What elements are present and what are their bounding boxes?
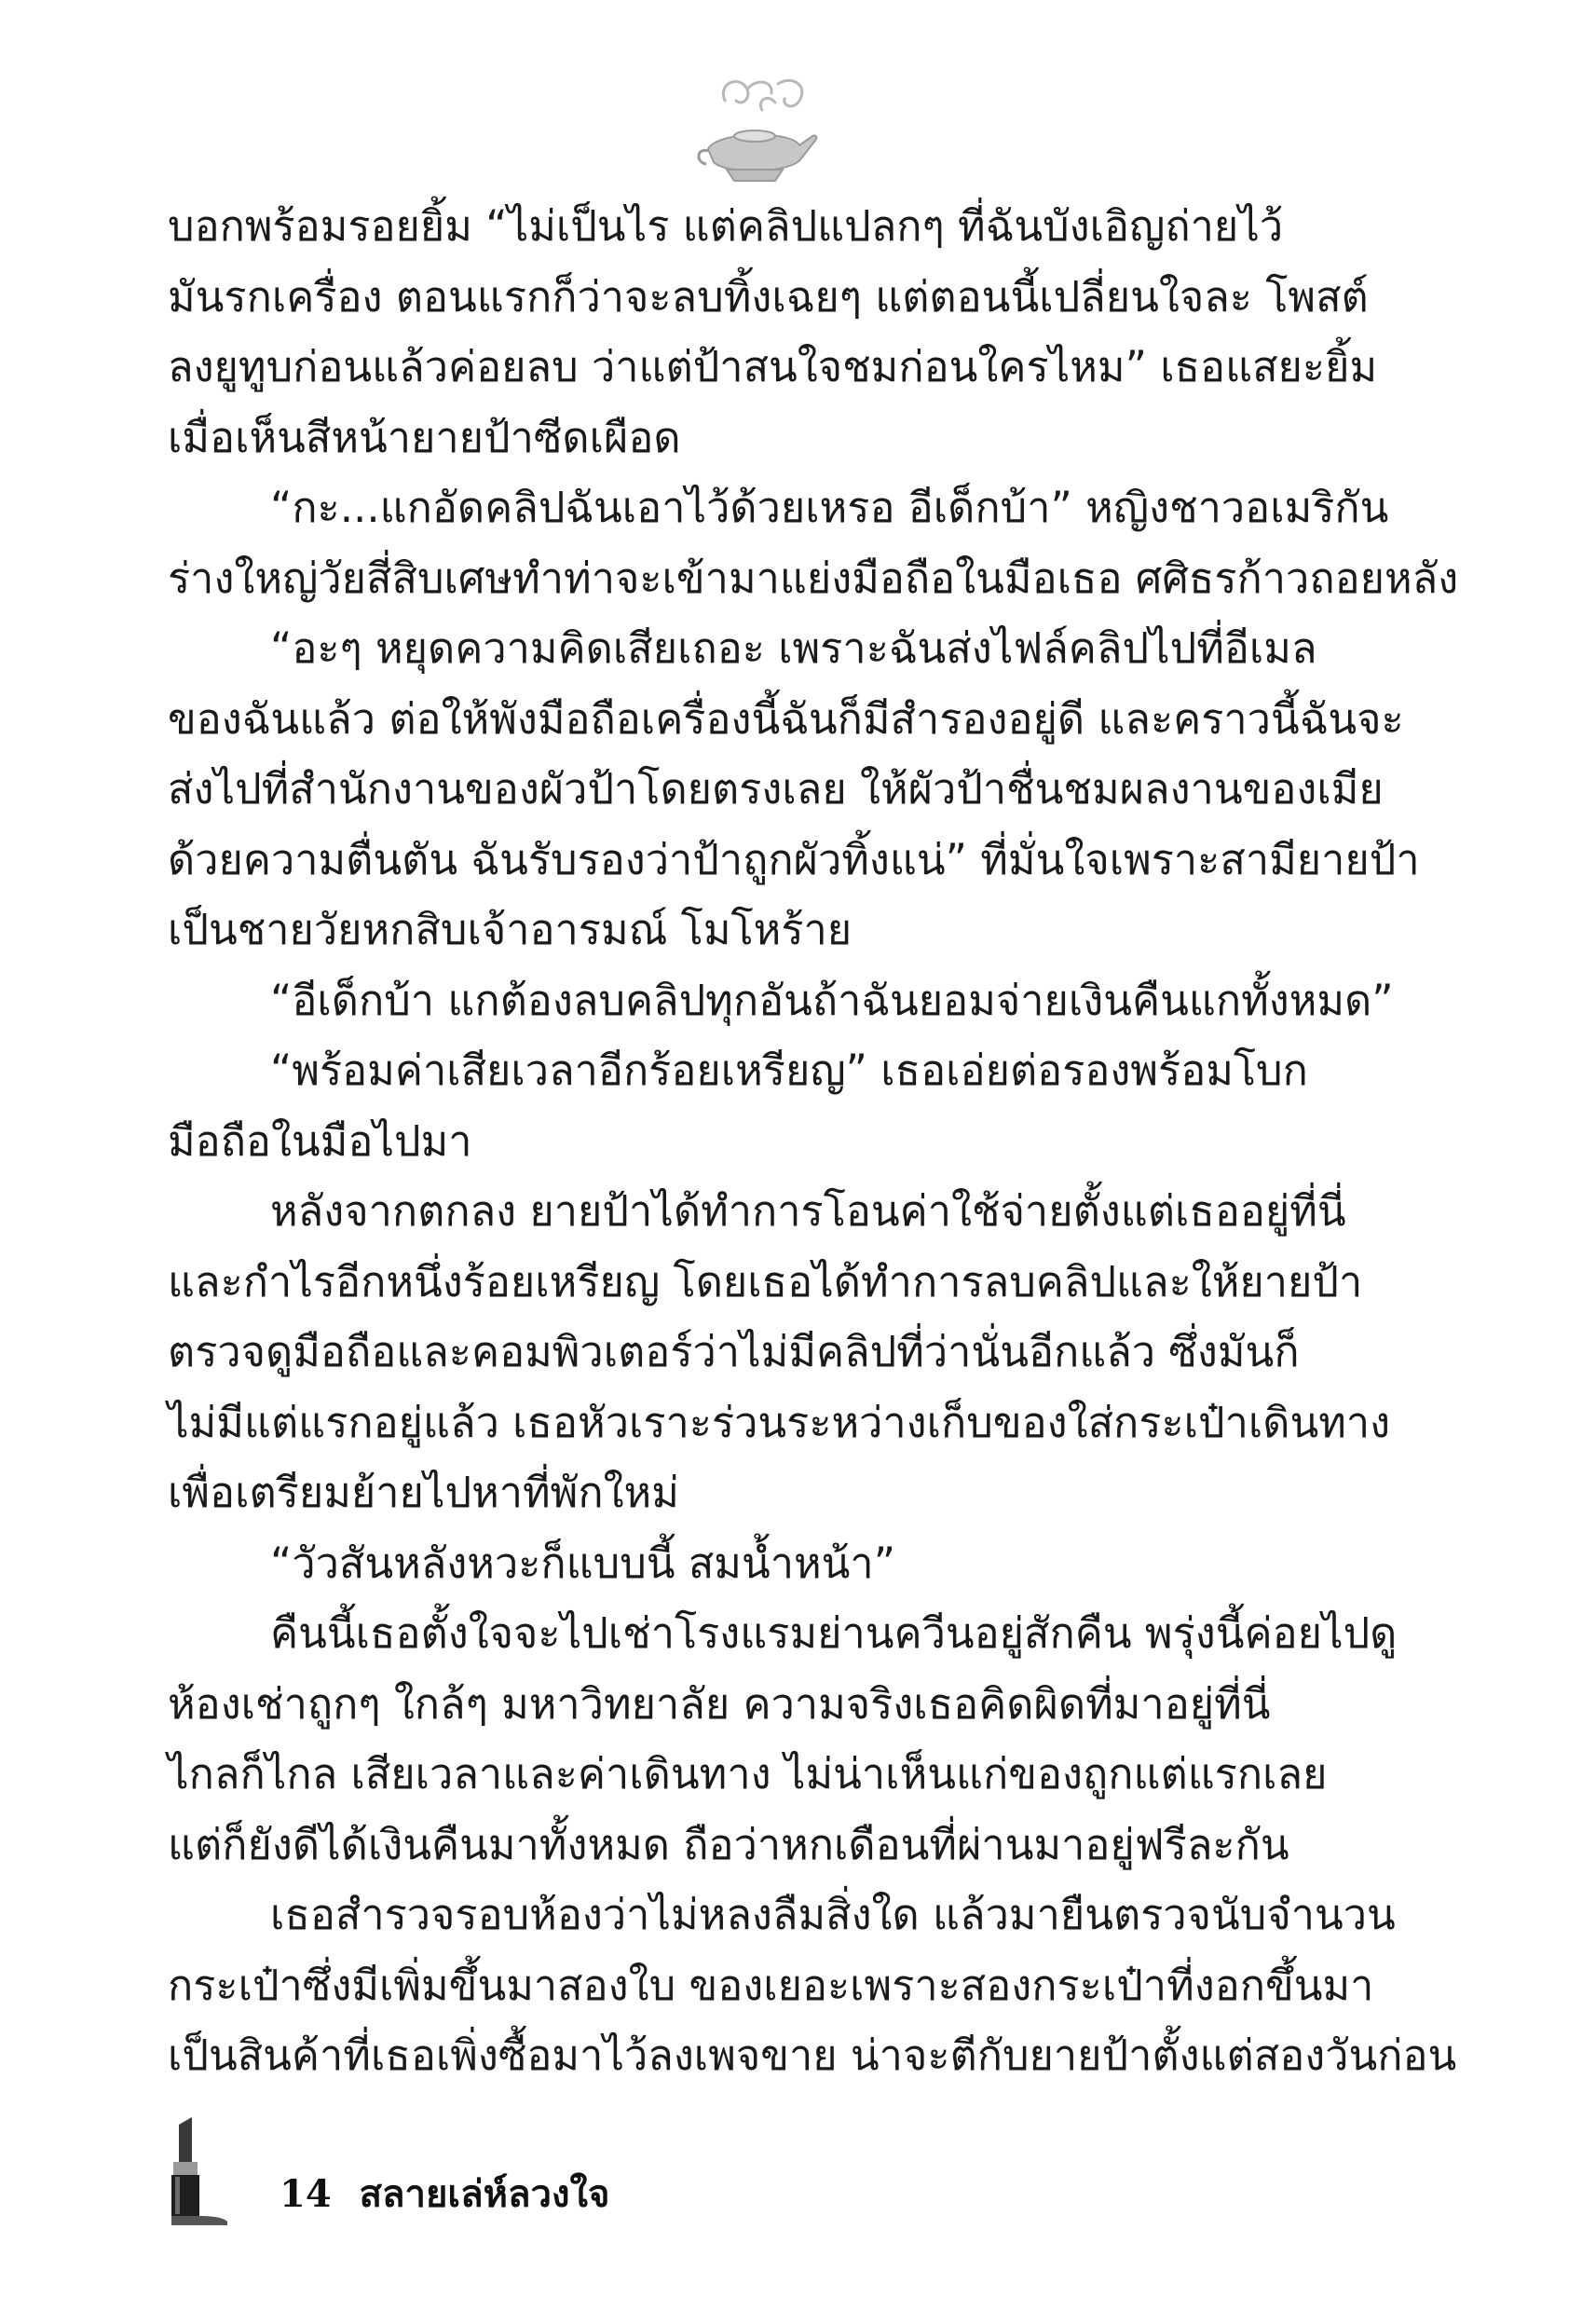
body-text <box>168 191 1459 2091</box>
text-line: เป็นสินค้าที่เธอเพิ่งซื้อมาไว้ลงเพจขาย น่าจะตีกับยายป้าตั้งแต่สองวันก่อน <box>168 2031 1457 2080</box>
text-line: เมื่อเห็นสีหน้ายายป้าซีดเผือด <box>168 412 681 462</box>
page-number: 14 <box>280 2172 332 2216</box>
text-line: คืนนี้เธอตั้งใจจะไปเช่าโรงแรมย่านควีนอยู่สักคืน พรุ่งนี้ค่อยไปดู <box>270 1608 1398 1658</box>
lipstick-icon <box>158 2115 233 2227</box>
text-line: บอกพร้อมรอยยิ้ม “ไม่เป็นไร แต่คลิปแปลกๆ ที่ฉันบังเอิญถ่ายไว้ <box>168 201 1284 251</box>
page-footer <box>158 2115 717 2227</box>
footer-text <box>280 2164 624 2223</box>
text-line: และกำไรอีกหนึ่งร้อยเหรียญ โดยเธอได้ทำการลบคลิปและให้ยายป้า <box>168 1256 1363 1306</box>
text-line: เป็นชายวัยหกสิบเจ้าอารมณ์ โมโหร้าย <box>168 905 853 954</box>
text-line: ร่างใหญ่วัยสี่สิบเศษทำท่าจะเข้ามาแย่งมือถือในมือเธอ ศศิธรก้าวถอยหลัง <box>168 553 1459 603</box>
text-line: “กะ...แกอัดคลิปฉันเอาไว้ด้วยเหรอ อีเด็กบ้า” หญิงชาวอเมริกัน <box>270 483 1389 532</box>
text-line: “อะๆ หยุดความคิดเสียเถอะ เพราะฉันส่งไฟล์คลิปไปที่อีเมล <box>270 623 1317 673</box>
lamp-ornament-icon <box>689 73 820 194</box>
text-line: ลงยูทูบก่อนแล้วค่อยลบ ว่าแต่ป้าสนใจชมก่อนใครไหม” เธอแสยะยิ้ม <box>168 342 1378 391</box>
text-line: ตรวจดูมือถือและคอมพิวเตอร์ว่าไม่มีคลิปที่ว่านั่นอีกแล้ว ซึ่งมันก็ <box>168 1327 1300 1376</box>
text-line: ไม่มีแต่แรกอยู่แล้ว เธอหัวเราะร่วนระหว่างเก็บของใส่กระเป๋าเดินทาง <box>168 1397 1391 1447</box>
book-title: สลายเล่ห์ลวงใจ <box>359 2172 610 2216</box>
text-line: ของฉันแล้ว ต่อให้พังมือถือเครื่องนี้ฉันก็มีสำรองอยู่ดี และคราวนี้ฉันจะ <box>168 693 1404 744</box>
text-line: “วัวสันหลังหวะก็แบบนี้ สมน้ำหน้า” <box>270 1538 896 1588</box>
text-line: เพื่อเตรียมย้ายไปหาที่พักใหม่ <box>168 1468 679 1517</box>
text-line: เธอสำรวจรอบห้องว่าไม่หลงลืมสิ่งใด แล้วมายืนตรวจนับจำนวน <box>270 1890 1396 1939</box>
text-line: ห้องเช่าถูกๆ ใกล้ๆ มหาวิทยาลัย ความจริงเธอคิดผิดที่มาอยู่ที่นี่ <box>168 1678 1271 1729</box>
text-line: หลังจากตกลง ยายป้าได้ทำการโอนค่าใช้จ่ายตั้งแต่เธออยู่ที่นี่ <box>270 1186 1346 1236</box>
text-line: “อีเด็กบ้า แกต้องลบคลิปทุกอันถ้าฉันยอมจ่ายเงินคืนแกทั้งหมด” <box>270 975 1394 1025</box>
text-line: แต่ก็ยังดีได้เงินคืนมาทั้งหมด ถือว่าหกเดือนที่ผ่านมาอยู่ฟรีละกัน <box>168 1819 1289 1869</box>
text-line: มือถือในมือไปมา <box>168 1115 472 1166</box>
text-line: ส่งไปที่สำนักงานของผัวป้าโดยตรงเลย ให้ผัวป้าชื่นชมผลงานของเมีย <box>168 764 1384 814</box>
text-line: กระเป๋าซึ่งมีเพิ่มขึ้นมาสองใบ ของเยอะเพราะสองกระเป๋าที่งอกขึ้นมา <box>168 1960 1374 2010</box>
text-line: “พร้อมค่าเสียเวลาอีกร้อยเหรียญ” เธอเอ่ยต่อรองพร้อมโบก <box>270 1046 1308 1095</box>
text-line: มันรกเครื่อง ตอนแรกก็ว่าจะลบทิ้งเฉยๆ แต่ตอนนี้เปลี่ยนใจละ โพสต์ <box>168 271 1369 321</box>
text-line: ไกลก็ไกล เสียเวลาและค่าเดินทาง ไม่น่าเห็นแก่ของถูกแต่แรกเลย <box>168 1749 1328 1798</box>
text-line: ด้วยความตื่นตัน ฉันรับรองว่าป้าถูกผัวทิ้งแน่” ที่มั่นใจเพราะสามียายป้า <box>168 834 1420 884</box>
